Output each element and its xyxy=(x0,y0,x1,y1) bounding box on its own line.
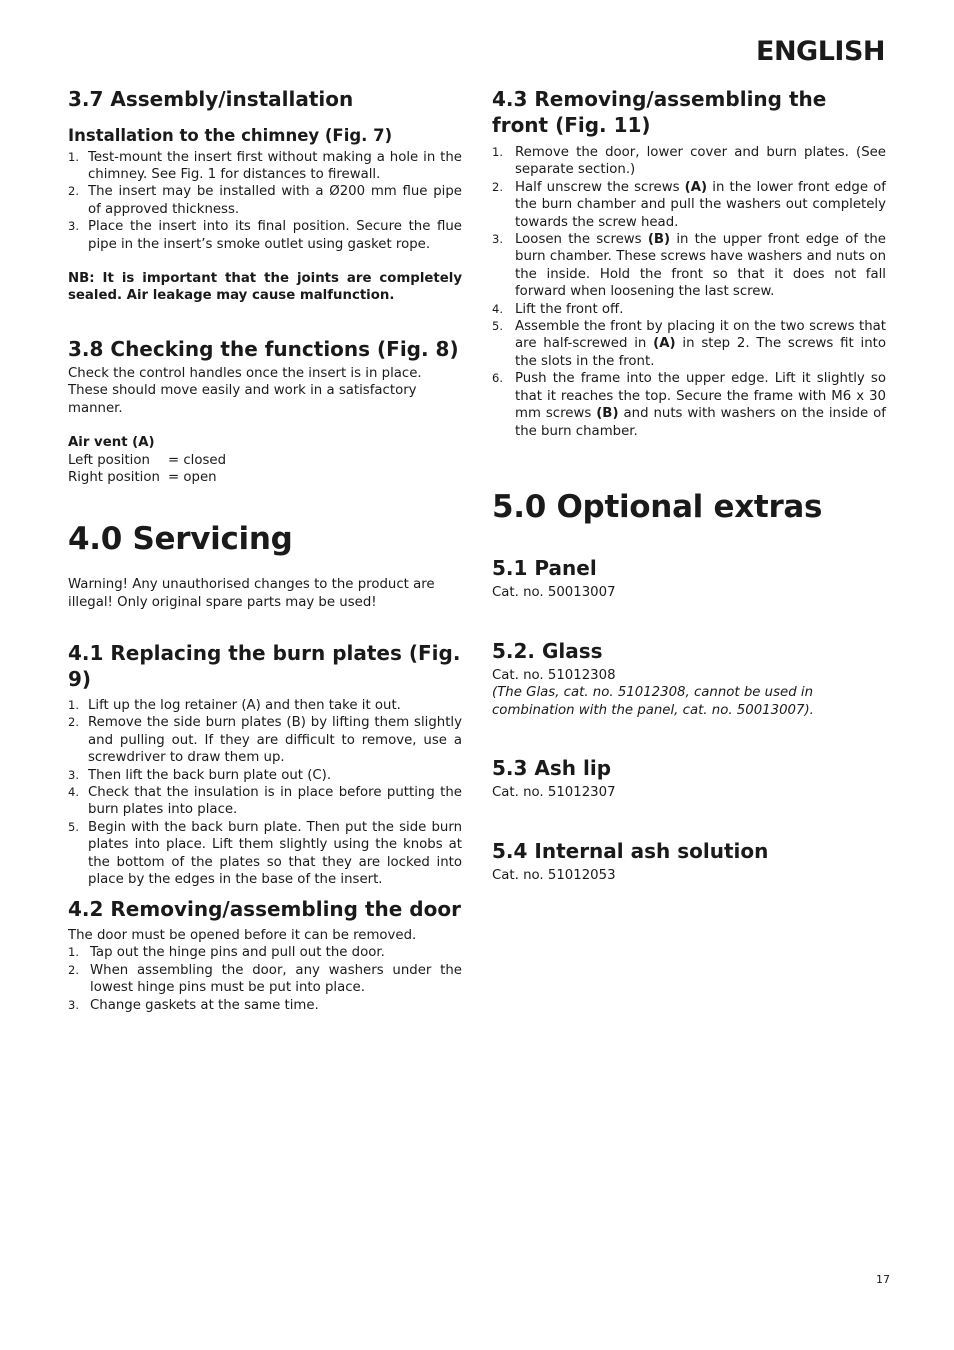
section-5-4-title: 5.4 Internal ash solution xyxy=(492,839,769,863)
section-3-7-title: 3.7 Assembly/installation xyxy=(68,87,354,111)
section-5-2-title: 5.2. Glass xyxy=(492,639,603,663)
section-4-0 xyxy=(68,522,462,611)
list-item: 4. Lift the front off. xyxy=(492,301,624,317)
glass-cat-no: Cat. no. 51012308 xyxy=(492,668,616,683)
installation-note: NB: It is important that the joints are completely sealed. Air leakage may cause malfunction. xyxy=(68,271,462,304)
section-5-1 xyxy=(492,555,886,601)
right-position-label: Right position xyxy=(68,470,160,486)
section-4-2 xyxy=(68,896,462,1014)
section-4-3 xyxy=(492,86,886,440)
glass-note: (The Glas, cat. no. 51012308, cannot be used in combination with the panel, cat. no. 50013007). xyxy=(492,685,814,718)
list-item: 2. When assembling the door, any washers under the lowest hinge pins must be put into place. xyxy=(68,962,462,996)
section-5-0-title: 5.0 Optional extras xyxy=(492,489,823,525)
section-5-0 xyxy=(492,490,886,524)
section-4-2-title: 4.2 Removing/assembling the door xyxy=(68,897,461,921)
section-4-0-text: Warning! Any unauthorised changes to the product are illegal! Only original spare parts may be used! xyxy=(68,577,435,610)
air-vent-label: Air vent (A) xyxy=(68,435,155,451)
list-item: 2. The insert may be installed with a Ø200 mm flue pipe of approved thickness. xyxy=(68,184,462,217)
section-4-1 xyxy=(68,640,462,888)
section-5-1-title: 5.1 Panel xyxy=(492,556,597,580)
list-item: 1. Tap out the hinge pins and pull out the door. xyxy=(68,945,385,961)
list-item: 5. Assemble the front by placing it on the two screws that are half-screwed in (A) in step 2. The screws fit into the slots in the front. xyxy=(492,319,886,369)
section-4-0-title: 4.0 Servicing xyxy=(68,521,293,557)
section-3-7-subtitle: Installation to the chimney (Fig. 7) xyxy=(68,126,393,145)
left-position-value: = closed xyxy=(168,452,227,468)
list-item: 3. Change gaskets at the same time. xyxy=(68,997,319,1013)
list-item: 1. Lift up the log retainer (A) and then take it out. xyxy=(68,698,401,713)
page-number: 17 xyxy=(876,1273,890,1286)
list-item: 3. Then lift the back burn plate out (C). xyxy=(68,767,332,783)
list-item: 3. Place the insert into its final position. Secure the flue pipe in the insert’s smoke outlet using gasket rope. xyxy=(68,219,462,252)
list-item: 1. Remove the door, lower cover and burn plates. (See separate section.) xyxy=(492,145,886,178)
list-item: 1. Test-mount the insert first without making a hole in the chimney. See Fig. 1 for distances to firewall. xyxy=(68,149,462,183)
section-4-3-title: 4.3 Removing/assembling the front (Fig. 11) xyxy=(492,87,827,137)
list-item: 3. Loosen the screws (B) in the upper front edge of the burn chamber. These screws have washers and nuts on the inside. Hold the front so that it does not fall forward when loosening the last screw. xyxy=(492,232,886,300)
section-3-8-text: Check the control handles once the insert is in place. These should move easily and work in a satisfactory manner. xyxy=(68,366,422,416)
list-item: 5. Begin with the back burn plate. Then put the side burn plates into place. Lift them slightly using the knobs at the bottom of the plates so that they are locked into place by the edges in the base of the insert. xyxy=(68,819,462,888)
section-3-7 xyxy=(68,86,462,305)
section-4-1-title: 4.1 Replacing the burn plates (Fig. 9) xyxy=(68,641,461,691)
section-4-2-intro: The door must be opened before it can be removed. xyxy=(68,928,417,943)
section-5-2 xyxy=(492,638,886,719)
left-position-label: Left position xyxy=(68,452,150,468)
language-label: ENGLISH xyxy=(756,36,885,67)
section-5-3 xyxy=(492,755,886,801)
ash-solution-cat-no: Cat. no. 51012053 xyxy=(492,868,616,883)
front-steps xyxy=(492,144,886,440)
list-item: 6. Push the frame into the upper edge. Lift it slightly so that it reaches the top. Secure the frame with M6 x 30 mm screws (B) and nuts with washers on the inside of the burn chamber. xyxy=(492,371,886,439)
right-position-row xyxy=(68,469,462,486)
ash-lip-cat-no: Cat. no. 51012307 xyxy=(492,785,616,800)
section-3-8 xyxy=(68,336,462,486)
section-5-3-title: 5.3 Ash lip xyxy=(492,756,612,780)
burn-plate-steps xyxy=(68,697,462,888)
section-5-4 xyxy=(492,838,886,884)
door-steps xyxy=(68,944,462,1014)
left-position-row xyxy=(68,452,462,469)
list-item: 4. Check that the insulation is in place before putting the burn plates into place. xyxy=(68,785,462,818)
section-3-8-title: 3.8 Checking the functions (Fig. 8) xyxy=(68,337,459,361)
list-item: 2. Half unscrew the screws (A) in the lower front edge of the burn chamber and pull the washers out completely towards the screw head. xyxy=(492,179,886,230)
installation-steps xyxy=(68,149,462,253)
right-position-value: = open xyxy=(168,470,217,486)
list-item: 2. Remove the side burn plates (B) by lifting them slightly and pulling out. If they are difficult to remove, use a screwdriver to draw them up. xyxy=(68,715,462,766)
panel-cat-no: Cat. no. 50013007 xyxy=(492,585,616,600)
